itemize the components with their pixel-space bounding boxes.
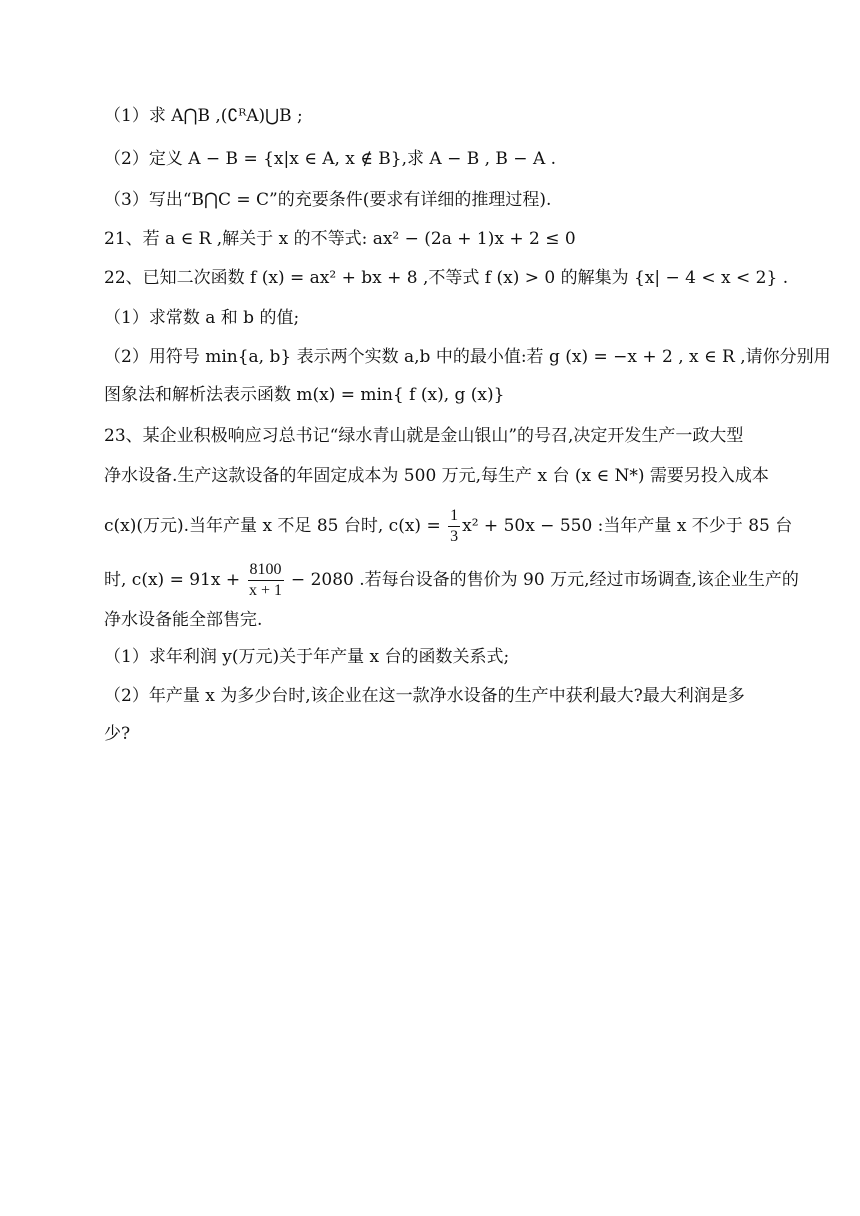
fraction-numerator: 8100 — [248, 560, 284, 581]
line-23-1: 净水设备.生产这款设备的年固定成本为 500 万元,每生产 x 台 (x ∈ N*) 需要另投入成本 — [104, 466, 769, 486]
line-20-1: （1）求 A⋂B ,(∁ᴿA)⋃B ; — [104, 106, 303, 126]
line-22-1: （1）求常数 a 和 b 的值; — [104, 308, 300, 328]
text-segment: 时, c(x) = 91x + — [104, 570, 246, 590]
text-segment: − 2080 .若每台设备的售价为 90 万元,经过市场调查,该企业生产的 — [285, 570, 799, 590]
problem-23: 23、某企业积极响应习总书记“绿水青山就是金山银山”的号召,决定开发生产一政大型 — [104, 426, 744, 446]
problem-22: 22、已知二次函数 f (x) = ax² + bx + 8 ,不等式 f (x) > 0 的解集为 {x| − 4 < x < 2} . — [104, 268, 789, 288]
line-23-6: （2）年产量 x 为多少台时,该企业在这一款净水设备的生产中获利最大?最大利润是多 — [104, 686, 745, 706]
line-23-7: 少? — [104, 724, 131, 744]
fraction-numerator: 1 — [448, 506, 460, 527]
line-20-2: （2）定义 A − B = {x|x ∈ A, x ∉ B},求 A − B , B − A . — [104, 149, 557, 169]
fraction-denominator: 3 — [450, 528, 459, 545]
line-22-2: （2）用符号 min{a, b} 表示两个实数 a,b 中的最小值:若 g (x) = −x + 2 , x ∈ R ,请你分别用 — [104, 347, 831, 367]
line-20-3: （3）写出“B⋂C = C”的充要条件(要求有详细的推理过程). — [104, 190, 552, 210]
line-23-4: 净水设备能全部售完. — [104, 610, 263, 630]
line-23-5: （1）求年利润 y(万元)关于年产量 x 台的函数关系式; — [104, 647, 510, 667]
text-segment: x² + 50x − 550 :当年产量 x 不少于 85 台 — [462, 516, 793, 536]
fraction-8100 — [248, 560, 284, 601]
line-23-3 — [104, 560, 799, 601]
problem-21: 21、若 a ∈ R ,解关于 x 的不等式: ax² − (2a + 1)x + 2 ≤ 0 — [104, 229, 576, 249]
line-22-3: 图象法和解析法表示函数 m(x) = min{ f (x), g (x)} — [104, 385, 505, 405]
fraction-denominator: x + 1 — [249, 582, 283, 599]
fraction-one-third — [448, 506, 460, 547]
text-segment: c(x)(万元).当年产量 x 不足 85 台时, c(x) = — [104, 516, 447, 536]
line-23-2 — [104, 506, 792, 547]
